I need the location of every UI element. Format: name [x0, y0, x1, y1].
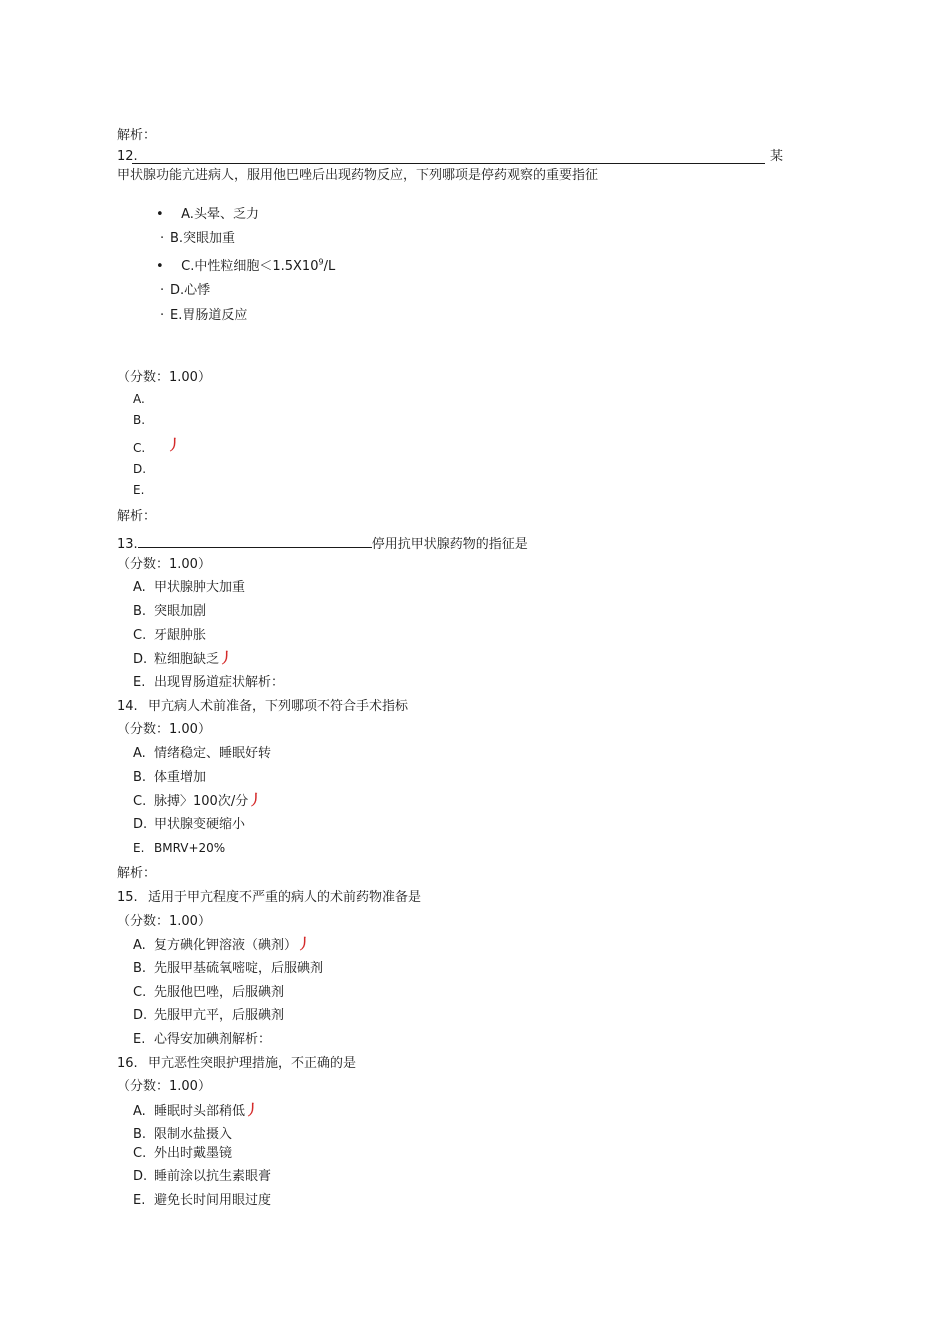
- question-14-line: [117, 698, 408, 716]
- analysis-label: 解析：: [117, 866, 157, 881]
- option-letter: A.: [133, 746, 146, 761]
- choice-item[interactable]: [156, 258, 335, 276]
- choice-item[interactable]: [160, 282, 210, 300]
- answer-option[interactable]: [133, 1145, 232, 1163]
- question-12-number-line: [117, 148, 783, 166]
- check-mark-icon: 丿: [167, 438, 181, 454]
- question-16-line: [117, 1055, 356, 1073]
- question-stem: 甲亢恶性突眼护理措施，不正确的是: [148, 1056, 357, 1071]
- answer-option[interactable]: B.: [133, 413, 146, 427]
- answer-option[interactable]: [133, 745, 271, 763]
- option-text: 出现胃肠道症状解析：: [154, 675, 285, 690]
- answer-option[interactable]: [133, 674, 284, 692]
- question-number: 12.: [117, 149, 138, 164]
- choice-item[interactable]: [160, 230, 235, 248]
- score-label: （分数：1.00）: [117, 1079, 211, 1094]
- bullet-icon: ·: [160, 231, 165, 246]
- option-letter: C.: [133, 794, 147, 809]
- answer-option[interactable]: [133, 936, 311, 955]
- choice-unit: /L: [323, 259, 336, 274]
- analysis-label: 解析：: [117, 509, 157, 524]
- option-text: BMRV+20%: [154, 841, 226, 855]
- option-text: 先服甲基硫氧嘧啶，后服碘剂: [154, 961, 324, 976]
- option-text: 复方碘化钾溶液（碘剂）: [154, 938, 298, 953]
- analysis-label: 解析：: [117, 128, 157, 143]
- answer-option[interactable]: [133, 839, 225, 857]
- option-letter: D.: [133, 652, 148, 667]
- answer-option[interactable]: [133, 627, 206, 645]
- question-number: 16.: [117, 1056, 138, 1071]
- option-letter: A.: [133, 938, 146, 953]
- option-letter: E.: [133, 1193, 146, 1208]
- question-12-stem: 甲状腺功能亢进病人，服用他巴唑后出现药物反应，下列哪项是停药观察的重要指征: [117, 168, 599, 183]
- option-letter: B.: [133, 1127, 147, 1142]
- score-label: （分数：1.00）: [117, 557, 211, 572]
- bullet-icon: •: [156, 207, 164, 222]
- score-label: （分数：1.00）: [117, 914, 211, 929]
- choice-text: A.头晕、乏力: [181, 207, 259, 222]
- option-letter: D.: [133, 1169, 148, 1184]
- option-letter: A.: [133, 580, 146, 595]
- superscript: 9: [318, 257, 324, 267]
- option-text: 心得安加碘剂解析：: [154, 1032, 272, 1047]
- option-text: 外出时戴墨镜: [154, 1146, 233, 1161]
- choice-item[interactable]: [160, 307, 247, 325]
- question-13-line: [117, 533, 528, 551]
- answer-option[interactable]: [133, 769, 206, 787]
- option-text: 睡前涂以抗生素眼膏: [154, 1169, 272, 1184]
- check-mark-icon: 丿: [245, 1103, 260, 1119]
- option-letter: D.: [133, 817, 148, 832]
- option-letter: E.: [133, 675, 146, 690]
- answer-option[interactable]: E.: [133, 483, 145, 497]
- answer-option[interactable]: [133, 579, 245, 597]
- option-letter: C.: [133, 985, 147, 1000]
- option-text: 脉搏〉100次/分: [154, 794, 249, 809]
- question-15-line: [117, 889, 421, 907]
- answer-blank[interactable]: [138, 533, 372, 548]
- option-text: 限制水盐摄入: [154, 1127, 233, 1142]
- choice-text: D.心悸: [170, 283, 211, 298]
- question-stem: 适用于甲亢程度不严重的病人的术前药物准备是: [148, 890, 422, 905]
- option-text: 先服他巴唑，后服碘剂: [154, 985, 285, 1000]
- choice-text: B.突眼加重: [170, 231, 236, 246]
- answer-option[interactable]: [133, 816, 245, 834]
- check-mark-icon: 丿: [248, 793, 263, 809]
- option-text: 牙龈肿胀: [154, 628, 207, 643]
- option-text: 突眼加剧: [154, 604, 207, 619]
- answer-option[interactable]: [133, 1168, 271, 1186]
- answer-option[interactable]: [133, 1102, 259, 1121]
- score-label: （分数：1.00）: [117, 370, 211, 385]
- question-number: 15.: [117, 890, 138, 905]
- answer-option[interactable]: [133, 1126, 232, 1144]
- answer-option[interactable]: [133, 960, 323, 978]
- option-letter: C.: [133, 628, 147, 643]
- answer-option[interactable]: A.: [133, 392, 145, 406]
- option-text: 甲状腺变硬缩小: [154, 817, 246, 832]
- bullet-icon: ·: [160, 283, 165, 298]
- answer-option[interactable]: [133, 603, 206, 621]
- bullet-icon: •: [156, 259, 164, 274]
- option-text: 睡眠时头部稍低: [154, 1104, 246, 1119]
- question-stem: 甲亢病人术前准备，下列哪项不符合手术指标: [148, 699, 409, 714]
- question-number: 13.: [117, 537, 138, 552]
- question-stem: 停用抗甲状腺药物的指征是: [371, 537, 528, 552]
- question-number: 14.: [117, 699, 138, 714]
- answer-option[interactable]: [133, 1031, 271, 1049]
- choice-text: C.中性粒细胞＜1.5X10: [181, 259, 319, 274]
- option-letter: E.: [133, 1032, 146, 1047]
- answer-option[interactable]: C.: [133, 441, 146, 455]
- option-text: 甲状腺肿大加重: [154, 580, 246, 595]
- answer-option[interactable]: [133, 1192, 271, 1210]
- option-letter: B.: [133, 770, 147, 785]
- score-label: （分数：1.00）: [117, 722, 211, 737]
- bullet-icon: ·: [160, 308, 165, 323]
- option-letter: C.: [133, 1146, 147, 1161]
- answer-option[interactable]: [133, 1007, 284, 1025]
- check-mark-icon: 丿: [219, 651, 234, 667]
- option-letter: A.: [133, 1104, 146, 1119]
- choice-text: E.胃肠道反应: [170, 308, 248, 323]
- answer-option[interactable]: [133, 984, 284, 1002]
- answer-option[interactable]: [133, 650, 233, 669]
- option-letter: B.: [133, 604, 147, 619]
- choice-item[interactable]: [156, 206, 259, 224]
- option-letter: E.: [133, 841, 145, 855]
- answer-blank[interactable]: [132, 163, 765, 164]
- answer-option[interactable]: D.: [133, 462, 147, 476]
- option-letter: B.: [133, 961, 147, 976]
- option-text: 情绪稳定、睡眠好转: [154, 746, 272, 761]
- option-letter: D.: [133, 1008, 148, 1023]
- option-text: 避免长时间用眼过度: [154, 1193, 272, 1208]
- question-stem-start: 某: [769, 149, 783, 164]
- option-text: 粒细胞缺乏: [154, 652, 220, 667]
- answer-option[interactable]: [133, 792, 262, 811]
- option-text: 先服甲亢平，后服碘剂: [154, 1008, 285, 1023]
- check-mark-icon: 丿: [297, 937, 312, 953]
- option-text: 体重增加: [154, 770, 207, 785]
